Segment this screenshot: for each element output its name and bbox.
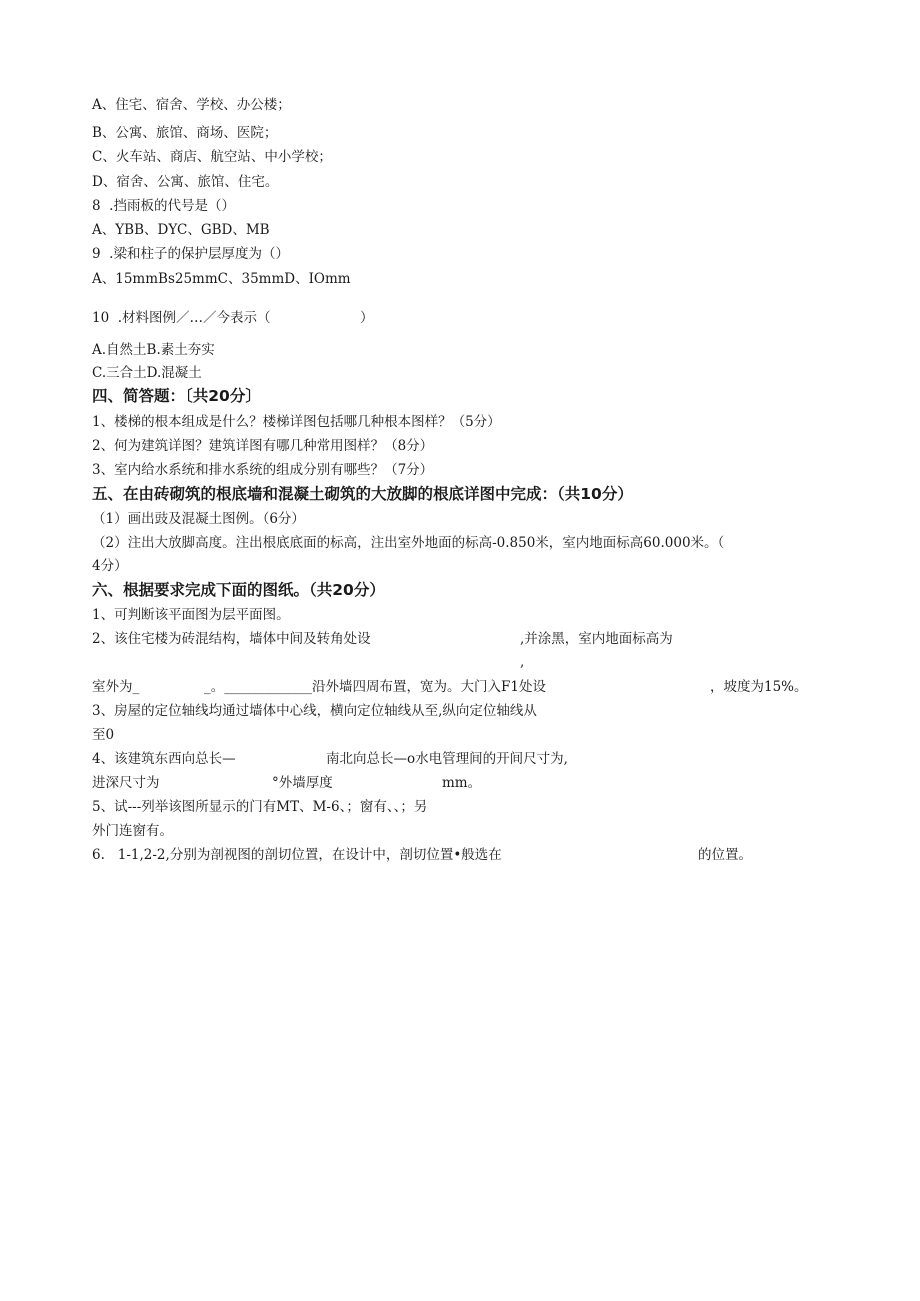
section5-item-1: （1）画出豉及混凝土图例。（6分） xyxy=(92,511,305,527)
section6-line-5: 至0 xyxy=(92,727,115,743)
section6-line-3a: 室外为_ xyxy=(92,679,140,695)
section6-line-7a: 进深尺寸为 xyxy=(92,775,160,791)
section6-line-3c: ，坡度为15%。 xyxy=(710,679,808,695)
section6-heading: 六、根据要求完成下面的图纸。（共20分） xyxy=(92,581,385,599)
q7-option-b: B、公寓、旅馆、商场、医院； xyxy=(92,125,278,141)
section6-line-9: 外门连窗有。 xyxy=(92,823,173,839)
section5-item-2: （2）注出大放脚高度。注出根底底面的标高，注出室外地面的标高-0.850米，室内地面标高60.000米。（ xyxy=(92,535,725,551)
section6-line-10b: 的位置。 xyxy=(698,847,752,863)
section6-line-6a: 4、该建筑东西向总长— xyxy=(92,751,236,767)
q7-option-a: A、住宅、宿舍、学校、办公楼； xyxy=(92,97,291,113)
q10-options-cd: C.三合土D.混凝土 xyxy=(92,365,202,381)
q10-options-ab: A.自然土B.素土夯实 xyxy=(92,342,215,358)
q9-options: A、15mmBs25mmC、35mmD、IOmm xyxy=(92,271,351,287)
q8-options: A、YBB、DYC、GBD、MB xyxy=(92,222,270,238)
q10-stem: 10 .材料图例／…／今表示（ xyxy=(92,310,271,326)
section6-line-6b: 南北向总长—o水电管理间的开间尺寸为, xyxy=(326,751,568,767)
section6-line-7c: mm。 xyxy=(442,775,482,791)
section4-item-2: 2、何为建筑详图？建筑详图有哪几种常用图样？（8分） xyxy=(92,438,434,454)
section6-line-8: 5、试---列举该图所显示的门有MT、M-6、；窗有、、；另 xyxy=(92,799,428,815)
section6-line-1: 1、可判断该平面图为层平面图。 xyxy=(92,607,290,623)
q9-stem: 9 .梁和柱子的保护层厚度为（） xyxy=(92,246,289,262)
q7-option-d: D、宿舍、公寓、旅馆、住宅。 xyxy=(92,174,279,190)
section5-heading: 五、在由砖砌筑的根底墙和混凝土砌筑的大放脚的根底详图中完成：（共10分） xyxy=(92,485,633,503)
section6-line-2c: , xyxy=(520,654,525,670)
section4-heading: 四、简答题：〔共20分〕 xyxy=(92,387,261,405)
section6-line-2b: ,并涂黑，室内地面标高为 xyxy=(520,631,673,647)
section6-line-7b: °外墙厚度 xyxy=(272,775,333,791)
section6-line-2a: 2、该住宅楼为砖混结构，墙体中间及转角处设 xyxy=(92,631,371,647)
section6-line-10a: 6. 1-1,2-2,分别为剖视图的剖切位置，在设计中，剖切位置•般选在 xyxy=(92,847,502,863)
q10-stem-close: ） xyxy=(360,310,374,326)
section4-item-3: 3、室内给水系统和排水系统的组成分别有哪些？（7分） xyxy=(92,462,434,478)
q8-stem: 8 .挡雨板的代号是（） xyxy=(92,198,235,214)
section6-line-4: 3、房屋的定位轴线均通过墙体中心线，横向定位轴线从至,纵向定位轴线从 xyxy=(92,703,537,719)
section5-item-2-cont: 4分） xyxy=(92,558,128,574)
section4-item-1: 1、楼梯的根本组成是什么？楼梯详图包括哪几种根本图样？（5分） xyxy=(92,414,501,430)
section6-line-3b: _。_____________沿外墙四周布置，宽为。大门入F1处设 xyxy=(204,679,546,695)
q7-option-c: C、火车站、商店、航空站、中小学校； xyxy=(92,149,332,165)
